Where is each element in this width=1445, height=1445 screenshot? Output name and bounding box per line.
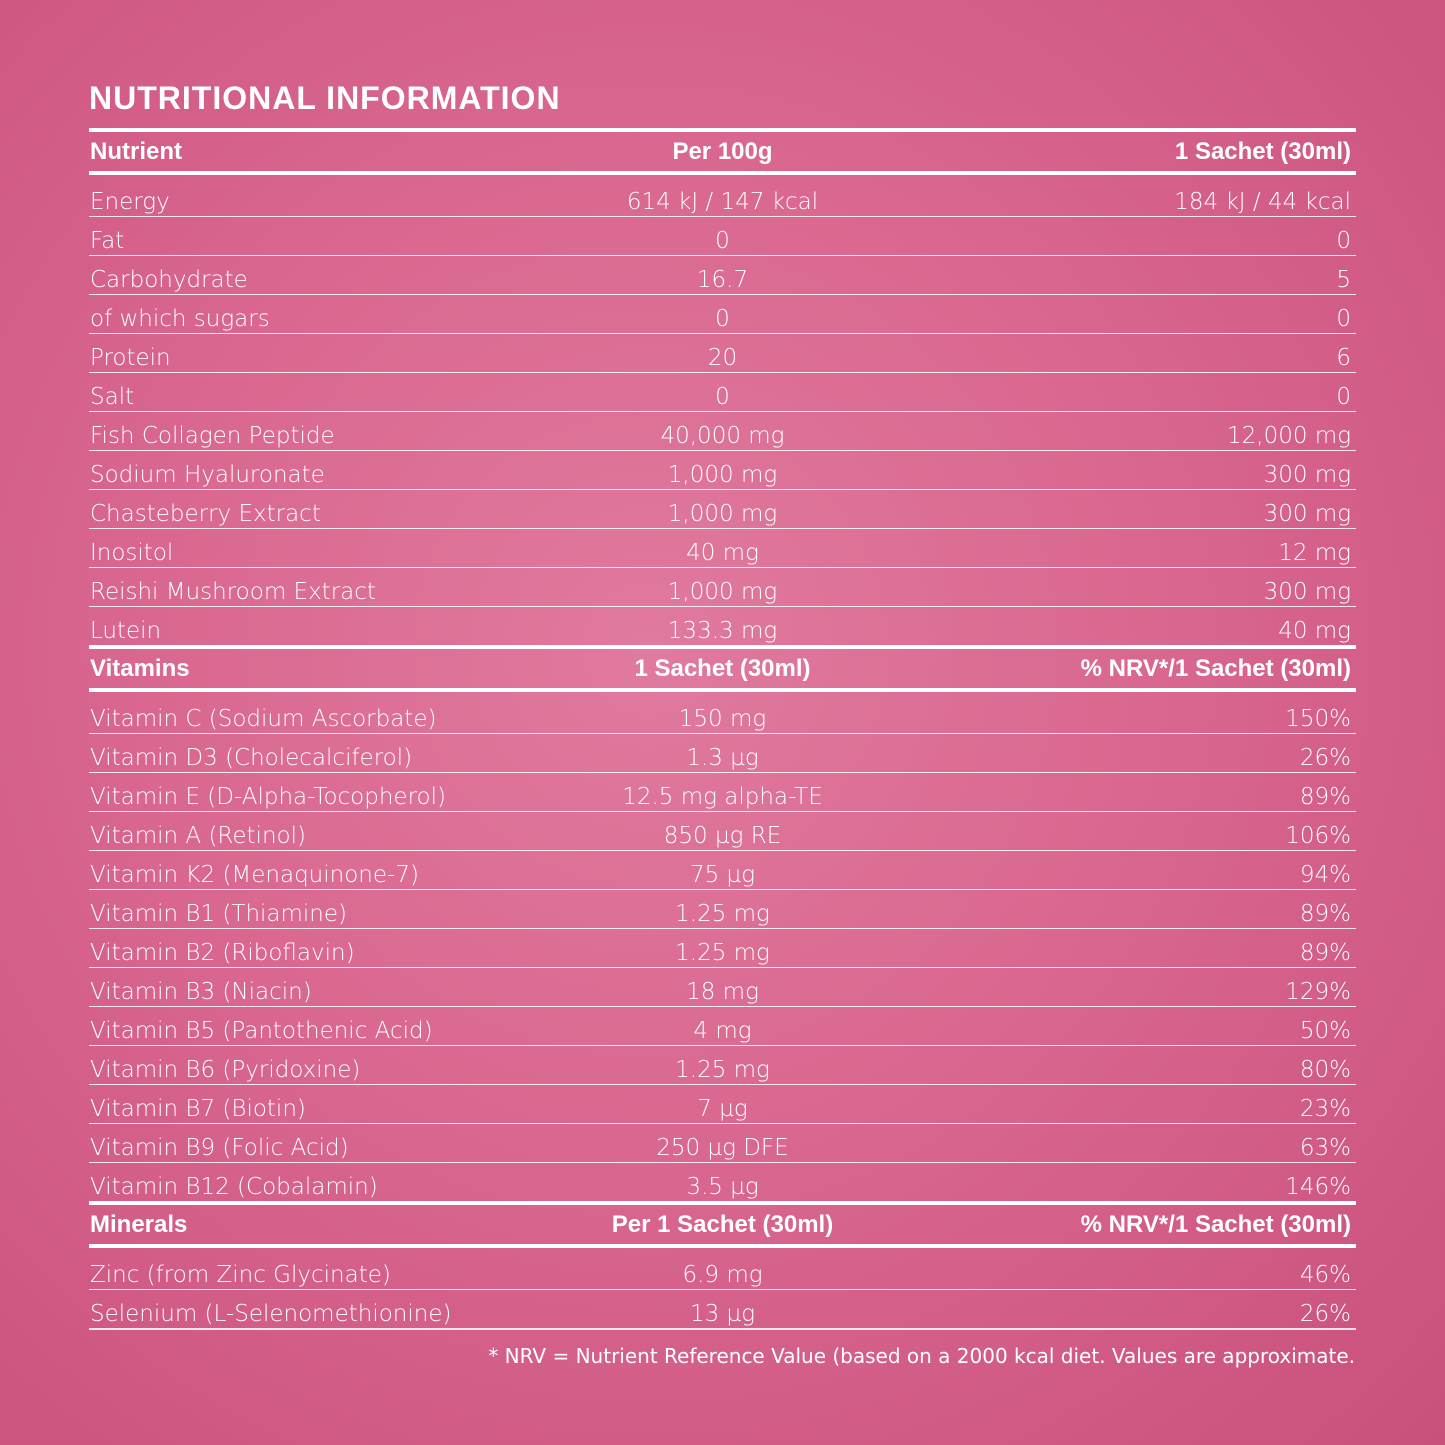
nutrient-value: 12 mg <box>1278 540 1351 566</box>
nutrient-name: Lutein <box>90 618 162 644</box>
table-row <box>89 295 1356 334</box>
nutrient-name: Vitamin A (Retinol) <box>90 823 306 849</box>
nutrient-name: Energy <box>90 189 170 215</box>
nutrient-value: 4 mg <box>693 1018 752 1044</box>
nutrient-value: 0 <box>1336 306 1351 332</box>
table-row <box>89 412 1356 451</box>
nutrient-value: 0 <box>1336 228 1351 254</box>
nutrient-value: 1.25 mg <box>675 940 770 966</box>
nutrient-value: 18 mg <box>686 979 759 1005</box>
nutrient-value: 250 µg DFE <box>656 1135 789 1161</box>
table-row <box>89 529 1356 568</box>
divider <box>89 1328 1356 1330</box>
table-row <box>89 1046 1356 1085</box>
nutrient-value: 6 <box>1336 345 1351 371</box>
nutrient-name: Vitamin B1 (Thiamine) <box>90 901 347 927</box>
nutrient-value: 94% <box>1299 862 1351 888</box>
nutrient-name: of which sugars <box>90 306 270 332</box>
header-cell: Per 1 Sachet (30ml) <box>611 1210 834 1238</box>
nutrient-value: 106% <box>1285 823 1351 849</box>
nutrient-name: Vitamin B3 (Niacin) <box>90 979 312 1005</box>
nutrient-name: Vitamin E (D-Alpha-Tocopherol) <box>90 784 446 810</box>
nutrient-value: 80% <box>1299 1057 1351 1083</box>
nutrient-value: 150% <box>1285 706 1351 732</box>
header-cell: Vitamins <box>90 654 190 682</box>
nutrient-value: 50% <box>1299 1018 1351 1044</box>
nutrients-table <box>89 178 1356 645</box>
nutrient-value: 300 mg <box>1263 462 1351 488</box>
header-cell: Per 100g <box>672 137 773 165</box>
nutrient-value: 75 µg <box>689 862 755 888</box>
nutrient-value: 7 µg <box>697 1096 748 1122</box>
nutrient-name: Vitamin D3 (Cholecalciferol) <box>90 745 413 771</box>
nutrient-value: 1,000 mg <box>667 501 778 527</box>
table-row <box>89 178 1356 217</box>
table-row <box>89 334 1356 373</box>
nutrient-value: 150 mg <box>678 706 767 732</box>
nutrient-name: Reishi Mushroom Extract <box>90 579 376 605</box>
vitamins-table <box>89 695 1356 1201</box>
nutrient-value: 129% <box>1285 979 1351 1005</box>
table-row <box>89 1124 1356 1163</box>
minerals-table <box>89 1251 1356 1328</box>
nutrition-panel <box>89 78 1356 1368</box>
table-row <box>89 451 1356 490</box>
nutrient-name: Inositol <box>90 540 174 566</box>
nutrient-value: 5 <box>1336 267 1351 293</box>
nutrient-name: Selenium (L-Selenomethionine) <box>90 1301 452 1327</box>
nutrient-value: 1.25 mg <box>675 1057 770 1083</box>
nutrient-name: Fish Collagen Peptide <box>90 423 335 449</box>
header-cell: % NRV*/1 Sachet (30ml) <box>1080 1210 1351 1238</box>
nutrient-value: 89% <box>1299 940 1351 966</box>
table-row <box>89 1007 1356 1046</box>
nutrient-value: 63% <box>1299 1135 1351 1161</box>
nutrient-value: 26% <box>1299 745 1351 771</box>
nutrient-value: 89% <box>1299 901 1351 927</box>
header-cell: Minerals <box>90 1210 188 1238</box>
nutrient-value: 12,000 mg <box>1227 423 1351 449</box>
nutrient-name: Carbohydrate <box>90 267 248 293</box>
header-cell: 1 Sachet (30ml) <box>634 654 811 682</box>
table-row <box>89 490 1356 529</box>
table-row <box>89 607 1356 645</box>
table-row <box>89 812 1356 851</box>
nutrient-value: 89% <box>1299 784 1351 810</box>
nutrient-name: Vitamin C (Sodium Ascorbate) <box>90 706 437 732</box>
nutrient-value: 40 mg <box>686 540 759 566</box>
nutrient-name: Vitamin B9 (Folic Acid) <box>90 1135 349 1161</box>
nutrient-value: 614 kJ / 147 kcal <box>626 189 819 215</box>
table-row <box>89 1163 1356 1201</box>
table-row <box>89 1251 1356 1290</box>
nutrient-value: 46% <box>1299 1262 1351 1288</box>
nutrient-value: 0 <box>1336 384 1351 410</box>
page-title: NUTRITIONAL INFORMATION <box>89 80 561 116</box>
nutrient-value: 3.5 µg <box>686 1174 759 1200</box>
nutrient-value: 146% <box>1285 1174 1351 1200</box>
nutrient-value: 0 <box>715 384 730 410</box>
nutrient-value: 300 mg <box>1263 501 1351 527</box>
nutrient-name: Fat <box>90 228 125 254</box>
nutrient-name: Vitamin B5 (Pantothenic Acid) <box>90 1018 433 1044</box>
nutrient-name: Vitamin B2 (Riboflavin) <box>90 940 355 966</box>
nutrient-name: Vitamin B6 (Pyridoxine) <box>90 1057 361 1083</box>
table-row <box>89 695 1356 734</box>
header-cell: % NRV*/1 Sachet (30ml) <box>1080 654 1351 682</box>
minerals-header <box>89 1205 1356 1244</box>
nutrient-value: 0 <box>715 228 730 254</box>
nutrient-value: 13 µg <box>689 1301 755 1327</box>
nutrient-name: Chasteberry Extract <box>90 501 321 527</box>
table-row <box>89 1290 1356 1328</box>
nutrient-value: 6.9 mg <box>682 1262 763 1288</box>
nutrient-value: 0 <box>715 306 730 332</box>
nutrient-name: Vitamin B12 (Cobalamin) <box>90 1174 378 1200</box>
table-row <box>89 890 1356 929</box>
nutrient-name: Vitamin K2 (Menaquinone-7) <box>90 862 419 888</box>
table-row <box>89 568 1356 607</box>
nutrient-value: 26% <box>1299 1301 1351 1327</box>
table-row <box>89 1085 1356 1124</box>
nutrient-value: 300 mg <box>1263 579 1351 605</box>
nutrient-value: 133.3 mg <box>667 618 778 644</box>
nutrient-value: 40 mg <box>1278 618 1351 644</box>
nutrient-value: 16.7 <box>696 267 749 293</box>
vitamins-header <box>89 649 1356 688</box>
nutrient-value: 40,000 mg <box>660 423 785 449</box>
nutrient-value: 1.3 µg <box>686 745 759 771</box>
nutrient-name: Zinc (from Zinc Glycinate) <box>90 1262 391 1288</box>
nutrient-name: Vitamin B7 (Biotin) <box>90 1096 306 1122</box>
table-row <box>89 217 1356 256</box>
table-row <box>89 929 1356 968</box>
nutrient-name: Sodium Hyaluronate <box>90 462 325 488</box>
nutrient-value: 850 µg RE <box>663 823 782 849</box>
table-row <box>89 773 1356 812</box>
table-row <box>89 373 1356 412</box>
table-row <box>89 851 1356 890</box>
nutrients-header <box>89 132 1356 171</box>
nutrient-name: Salt <box>90 384 135 410</box>
header-cell: Nutrient <box>90 137 182 165</box>
nutrient-value: 1,000 mg <box>667 579 778 605</box>
footnote: * NRV = Nutrient Reference Value (based on a 2000 kcal diet. Values are approximate. <box>488 1343 1355 1368</box>
nutrient-value: 20 <box>707 345 738 371</box>
nutrient-value: 23% <box>1299 1096 1351 1122</box>
nutrient-value: 1.25 mg <box>675 901 770 927</box>
header-cell: 1 Sachet (30ml) <box>1174 137 1351 165</box>
nutrient-value: 12.5 mg alpha-TE <box>622 784 823 810</box>
nutrient-value: 1,000 mg <box>667 462 778 488</box>
nutrient-name: Protein <box>90 345 171 371</box>
table-row <box>89 734 1356 773</box>
table-row <box>89 256 1356 295</box>
table-row <box>89 968 1356 1007</box>
nutrient-value: 184 kJ / 44 kcal <box>1174 189 1351 215</box>
